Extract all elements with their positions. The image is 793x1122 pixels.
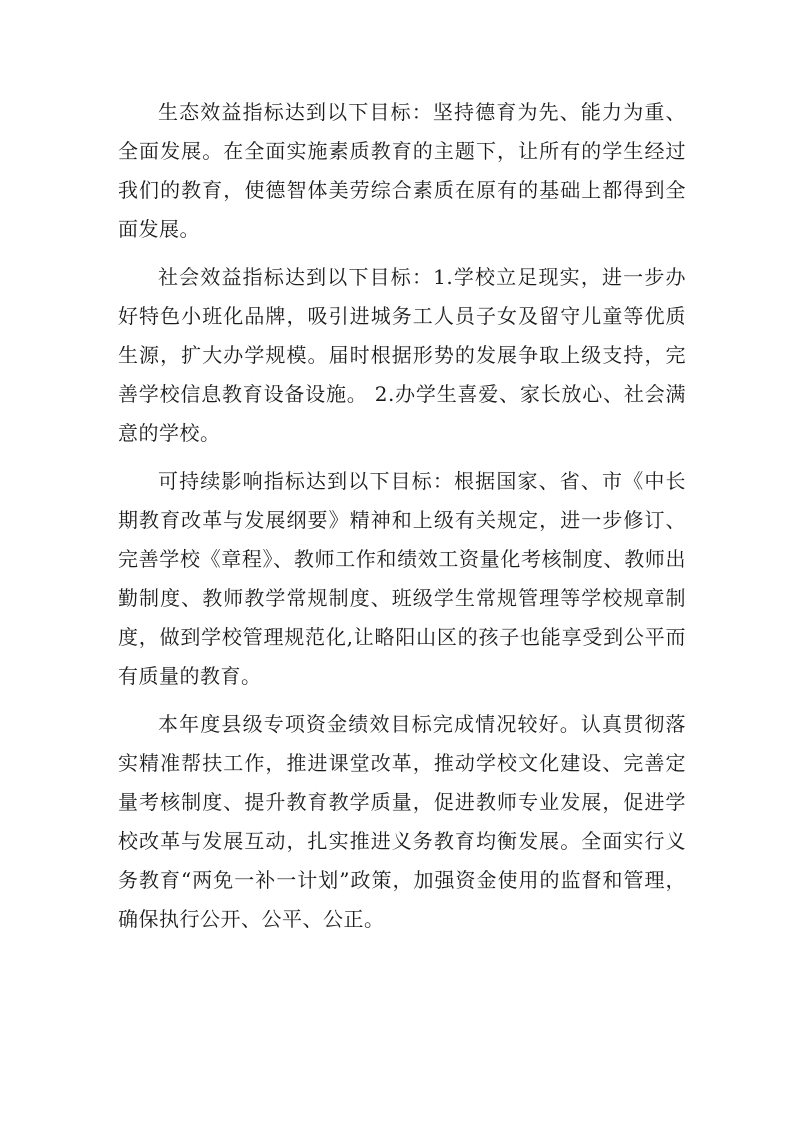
document-body bbox=[118, 93, 686, 948]
paragraph-ecological-benefit: 生态效益指标达到以下目标：坚持德育为先、能力为重、全面发展。在全面实施素质教育的主题下，让所有的学生经过我们的教育，使德智体美劳综合素质在原有的基础上都得到全面发展。 bbox=[118, 100, 686, 241]
paragraph-sustainable-impact: 可持续影响指标达到以下目标：根据国家、省、市《中长期教育改革与发展纲要》精神和上级有关规定，进一步修订、完善学校《章程》、教师工作和绩效工资量化考核制度、教师出勤制度、教师教学常规制度、班级学生常规管理等学校规章制度，做到学校管理规范化,让略阳山区的孩子也能享受到公平而有质量的教育。 bbox=[118, 469, 686, 688]
paragraph-social-benefit: 社会效益指标达到以下目标：1.学校立足现实，进一步办好特色小班化品牌，吸引进城务工人员子女及留守儿童等优质生源，扩大办学规模。届时根据形势的发展争取上级支持，完善学校信息教育设备设施。 2.办学生喜爱、家长放心、社会满意的学校。 bbox=[118, 265, 686, 445]
paragraph-annual-performance: 本年度县级专项资金绩效目标完成情况较好。认真贯彻落实精准帮扶工作，推进课堂改革，推动学校文化建设、完善定量考核制度、提升教育教学质量，促进教师专业发展，促进学校改革与发展互动，扎实推进义务教育均衡发展。全面实行义务教育“两免一补一计划”政策，加强资金使用的监督和管理，确保执行公开、公平、公正。 bbox=[118, 712, 686, 931]
